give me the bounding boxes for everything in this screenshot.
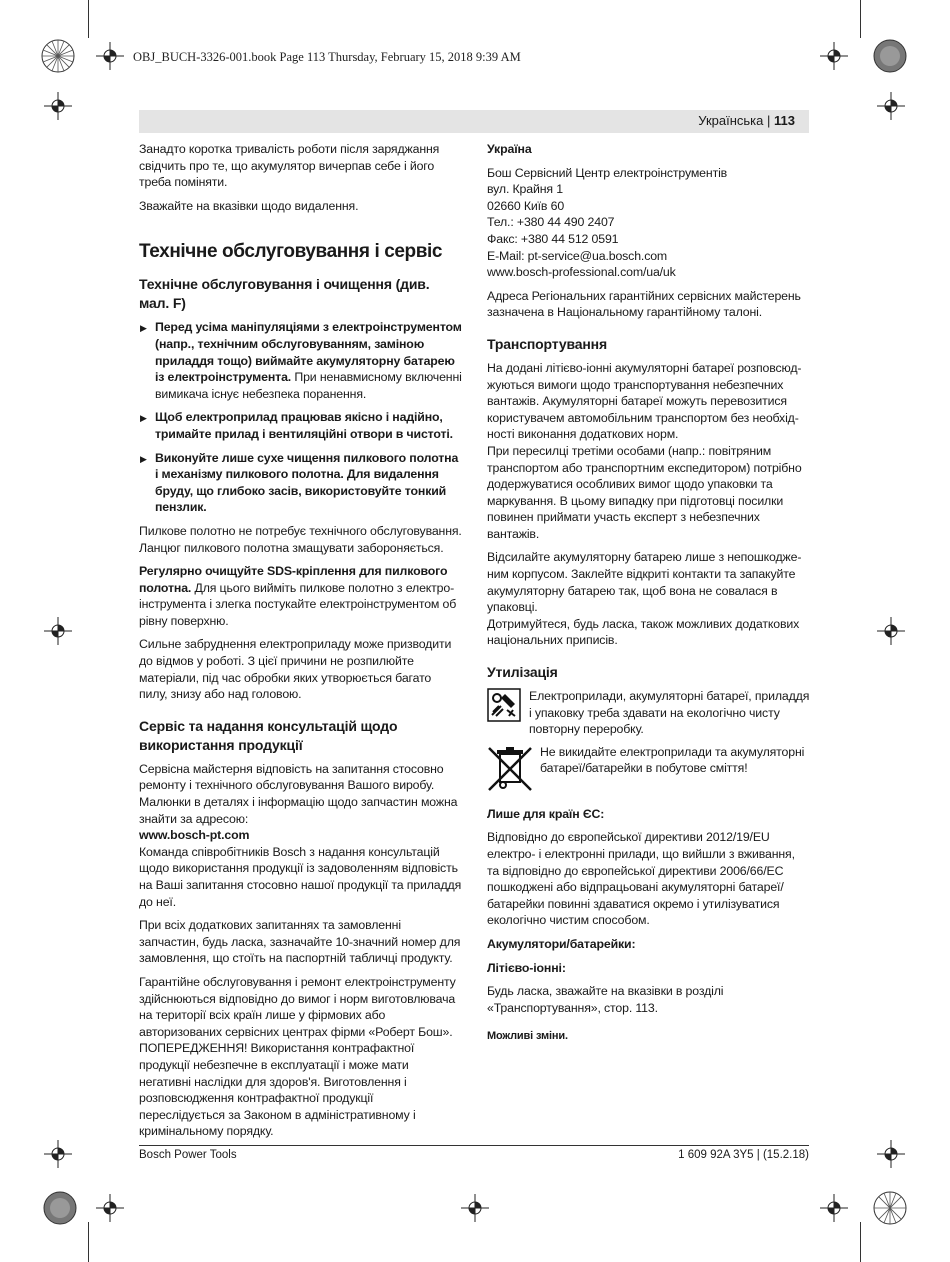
address-line-2: вул. Крайня 1 [487,182,563,197]
crosshair-mark-bottom-center [461,1194,489,1227]
registration-mark-bottom-right [872,1190,908,1231]
recycling-tools-icon [487,688,521,722]
paragraph-regional: Адреса Регіональних гарантійних сервісних майстерень зазначена в Національному гарантійному талоні. [487,288,801,320]
header-language: Українська [698,113,764,128]
paragraph-team: Команда співробітників Bosch з надання консультацій щодо використання продукції із задоволенням відповість на Ваші запитання стосовно нашої продукції та приладдя до неї. [139,844,462,909]
disposal-item-recycle [487,688,810,738]
paragraph-service: Сервісна майстерня відповість на запитання стосовно ремонту і технічного обслуговування Вашого виробу. Малюнки в деталях і інформацію щодо запчастин можна знайти за адресою: [139,761,458,826]
trim-line-bottom-left [88,1222,89,1262]
section-title-maintenance-service: Технічне обслуговування і сервіс [139,241,443,263]
sds-bold: Регулярно очищуйте SDS-кріплення для пилкового полотна. [139,564,448,595]
email[interactable]: E-Mail: pt-service@ua.bosch.com [487,248,668,263]
crosshair-mark-left-1 [44,92,72,125]
paragraph-warranty: Гарантійне обслуговування і ремонт електроінструменту здійснюються відповідно до вимог і норм виготовлювача на території всіх країн лише у фірмових або авторизованих сервісних центрах фірми «Роберт Бош». ПОПЕРЕДЖЕННЯ! Використання контрафактної продукції небезпечне в експлуатації і може мати негативні наслідки для здоров'я. Виготовлення і розповсюдження контрафактної продукції переслідується за Законом в адміністративному і кримінальному порядку. [139,974,456,1139]
address-block [487,165,810,281]
country-heading: Україна [487,142,532,156]
footer-brand: Bosch Power Tools [139,1149,237,1161]
subsection-title-maintenance-cleaning: Технічне обслуговування і очищення (див. мал. F) [139,276,430,312]
bullet-keep-clean: ▶ Щоб електроприлад працював якісно і надійно, тримайте прилад і вентиляційні отвори в чистоті. [139,409,462,442]
paragraph-transport-3: Відсилайте акумуляторну батарею лише з непошкодженим корпусом. Заклейте відкриті контакти та запакуйте акумуляторну батарею так, щоб вона не совалася в упаковці. [487,550,802,615]
paragraph-sds [139,563,462,629]
bullet-remove-battery [139,319,462,402]
subsection-title-transport: Транспортування [487,335,608,352]
footer-rule [139,1145,809,1146]
disposal-item-no-household [487,744,810,796]
crosshair-mark-left-bottom [44,1140,72,1173]
disposal-text-1: Електроприлади, акумуляторні батареї, приладдя і упаковку треба здавати на екологічно чисту повторну переробку. [529,689,810,737]
paragraph-saw-blade: Пилкове полотно не потребує технічного обслуговування. Ланцюг пилкового полотна змащувати забороняється. [139,523,462,555]
paragraph-order: При всіх додаткових запитаннях та замовленні запчастин, будь ласка, зазначайте 10-значний номер для замовлення, що стоїть на паспортній табличці продукту. [139,918,461,966]
phone: Тел.: +380 44 490 2407 [487,215,615,230]
sds-text: Для цього вийміть пилкове полотно з електроінструмента і злегка постукайте електроінструментом об рівну поверхню. [139,580,457,628]
page-number: 113 [774,113,795,128]
crossed-bin-icon [487,744,533,794]
crosshair-mark-right-1 [877,92,905,125]
intro-paragraph-2: Зважайте на вказівки щодо видалення. [139,198,359,213]
crosshair-mark-left-mid [44,617,72,650]
trim-line-top-right [860,0,861,38]
paragraph-transport-1: На додані літієво-іонні акумуляторні батареї розповсюджуються вимоги щодо транспортування небезпечних вантажів. Акумуляторні батареї можуть перевозитися користувачем автомобільним транспортом без необхідності виконання додаткових норм. [487,360,802,442]
crosshair-mark-top-2 [820,42,848,75]
batteries-heading: Акумулятори/батарейки: [487,936,636,951]
bosch-url-link[interactable]: www.bosch-pt.com [139,828,250,843]
crosshair-mark-top-1 [96,42,124,75]
paragraph-eu: Відповідно до європейської директиви 2012/19/EU електро- і електронні прилади, що вийшли з вживання, та відповідно до європейської директиви 2006/66/EC пошкоджені або відпрацьовані акумуляторні батареї/батарейки повинні здаватися окремо і утилізуватися екологічно чистим способом. [487,830,795,928]
bullet-1-text: При ненавмисному включенні вимикача існує небезпека поранення. [155,370,462,401]
print-slug: OBJ_BUCH-3326-001.book Page 113 Thursday, February 15, 2018 9:39 AM [133,50,521,64]
subsection-title-service: Сервіс та надання консультацій щодо використання продукції [139,717,398,753]
registration-mark-bottom-left [42,1190,78,1231]
paragraph-dirt: Сильне забруднення електроприладу може призводити до відмов у роботі. З цієї причини не розпилюйте матеріали, під час обробки яких утворюється багато пилу, знизу або над головою. [139,637,452,702]
footer-doc-number: 1 609 92A 3Y5 | (15.2.18) [678,1149,809,1161]
eu-heading: Лише для країн ЄС: [487,806,605,821]
subsection-title-disposal: Утилізація [487,664,558,681]
bullet-1-bold: Перед усіма маніпуляціями з електроінструментом (напр., технічним обслуговуванням, заміною приладдя тощо) виймайте акумуляторну батарею із електроінструмента. [155,320,462,385]
header-separator: | [767,113,771,128]
subject-to-change: Можливі зміни. [487,1030,568,1043]
li-ion-text: Будь ласка, зважайте на вказівки в розділі «Транспортування», стор. 113. [487,984,724,1015]
li-ion-heading: Літієво-іонні: [487,960,566,975]
crosshair-mark-right-mid [877,617,905,650]
website[interactable]: www.bosch-professional.com/ua/uk [487,265,676,280]
trim-line-bottom-right [860,1222,861,1262]
bullet-dry-cleaning: ▶ Виконуйте лише сухе чищення пилкового полотна і механізму пилкового полотна. Для видалення бруду, що глибоко засів, використовуйте тонкий пензлик. [139,450,462,516]
registration-mark-top-left [40,38,76,79]
paragraph-transport-2: При пересилці третіми особами (напр.: повітряним транспортом або транспортним експедитором) потрібно додержуватися особливих вимог щодо упаковки та маркування. В цьому випадку при підготовці посилки повинен приймати участь експерт з небезпечних вантажів. [487,443,802,541]
header-text [698,113,795,128]
address-line-3: 02660 Київ 60 [487,198,565,213]
fax: Факс: +380 44 512 0591 [487,231,619,246]
left-column [139,141,462,1147]
registration-mark-top-right [872,38,908,79]
crosshair-mark-bottom-2 [820,1194,848,1227]
running-header [139,110,809,133]
right-column [487,141,810,1052]
paragraph-transport-4: Дотримуйтеся, будь ласка, також можливих додаткових національних приписів. [487,616,800,648]
disposal-text-2: Не викидайте електроприлади та акумуляторні батареї/батарейки в побутове сміття! [540,744,805,776]
crosshair-mark-right-bottom [877,1140,905,1173]
crosshair-mark-bottom-1 [96,1194,124,1227]
trim-line-top-left [88,0,89,38]
address-line-1: Бош Сервісний Центр електроінструментів [487,165,728,180]
intro-paragraph-1: Занадто коротка тривалість роботи після заряджання свідчить про те, що акумулятор вичерпав себе і його треба поміняти. [139,142,440,190]
